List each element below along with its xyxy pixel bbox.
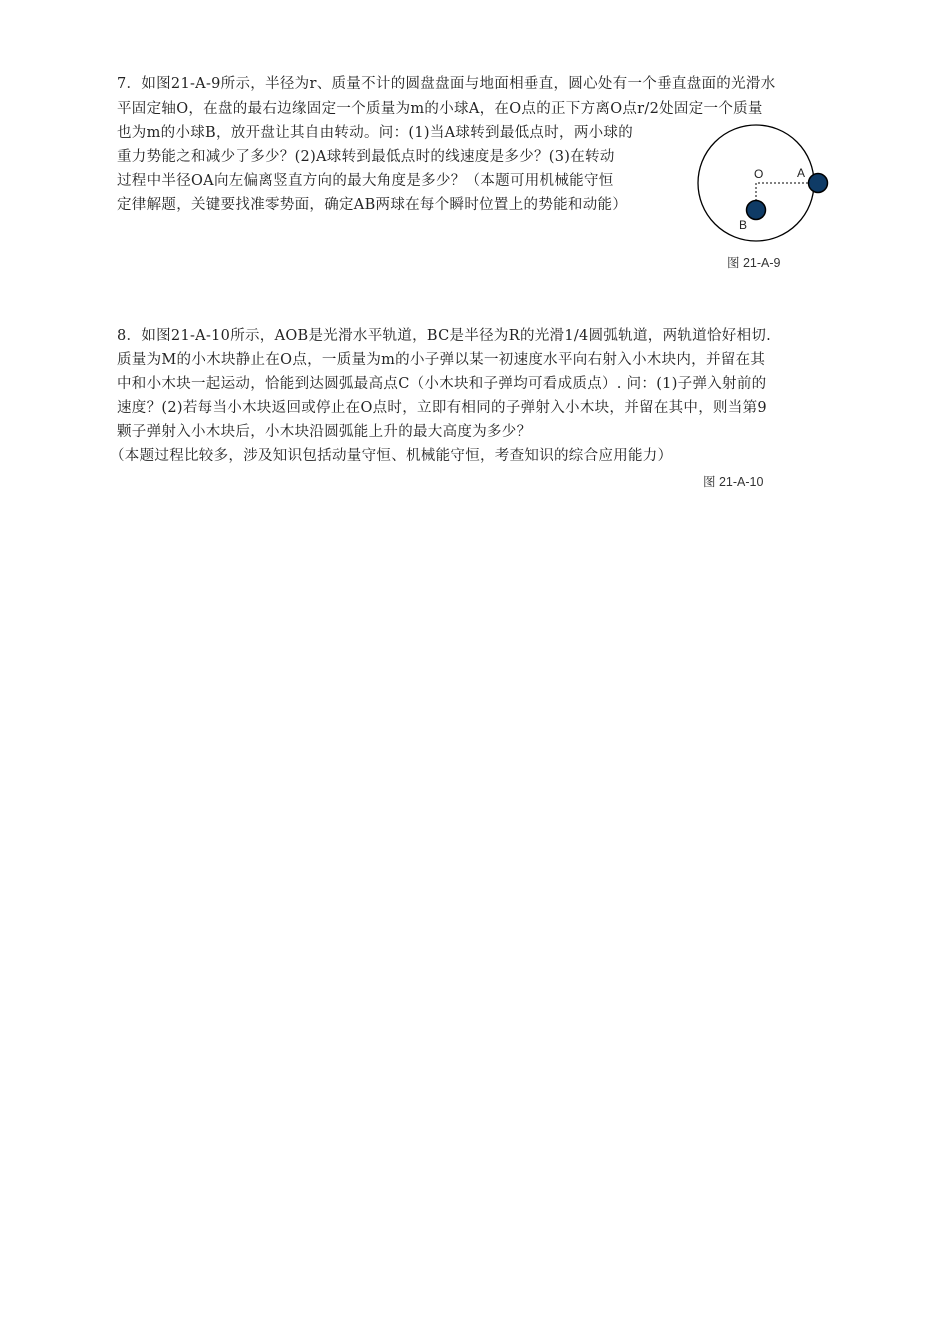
ball-b <box>747 201 766 220</box>
q8-line-4: 速度？(2)若每当小木块返回或停止在O点时，立即有相同的子弹射入小木块，并留在其中，则当第9 <box>117 400 767 416</box>
q7-line-4: 重力势能之和减少了多少？(2)A球转到最低点时的线速度是多少？(3)在转动 <box>117 149 615 165</box>
q7-line-6: 定律解题，关键要找准零势面，确定AB两球在每个瞬时位置上的势能和动能） <box>117 197 628 213</box>
q8-line-3: 中和小木块一起运动，恰能到达圆弧最高点C（小木块和子弹均可看成质点）. 问：(1)子弹入射前的 <box>117 376 767 392</box>
q8-line-6: （本题过程比较多，涉及知识包括动量守恒、机械能守恒，考查知识的综合应用能力） <box>110 448 673 464</box>
q7-line-3: 也为m的小球B，放开盘让其自由转动。问：(1)当A球转到最低点时，两小球的 <box>117 125 634 141</box>
label-b: B <box>739 218 748 232</box>
q8-line-1: 8．如图21-A-10所示，AOB是光滑水平轨道，BC是半径为R的光滑1/4圆弧轨道，两轨道恰好相切. <box>117 328 772 344</box>
q7-line-2: 平固定轴O，在盘的最右边缘固定一个质量为m的小球A，在O点的正下方离O点r/2处固定一个质量 <box>117 101 763 117</box>
ball-a <box>809 174 828 193</box>
caption-21-a-10: 图 21-A-10 <box>703 475 764 489</box>
figure-21-a-9 <box>690 116 840 256</box>
q7-line-1: 7．如图21-A-9所示，半径为r、质量不计的圆盘盘面与地面相垂直，圆心处有一个垂直盘面的光滑水 <box>117 76 776 92</box>
label-o: O <box>754 167 764 181</box>
label-a: A <box>797 166 806 180</box>
caption-21-a-9: 图 21-A-9 <box>727 256 781 270</box>
q8-line-5: 颗子弹射入小木块后，小木块沿圆弧能上升的最大高度为多少？ <box>117 424 532 440</box>
q8-line-2: 质量为M的小木块静止在O点，一质量为m的小子弹以某一初速度水平向右射入小木块内，并留在其 <box>117 352 766 368</box>
q7-line-5: 过程中半径OA向左偏离竖直方向的最大角度是多少？（本题可用机械能守恒 <box>117 173 614 189</box>
